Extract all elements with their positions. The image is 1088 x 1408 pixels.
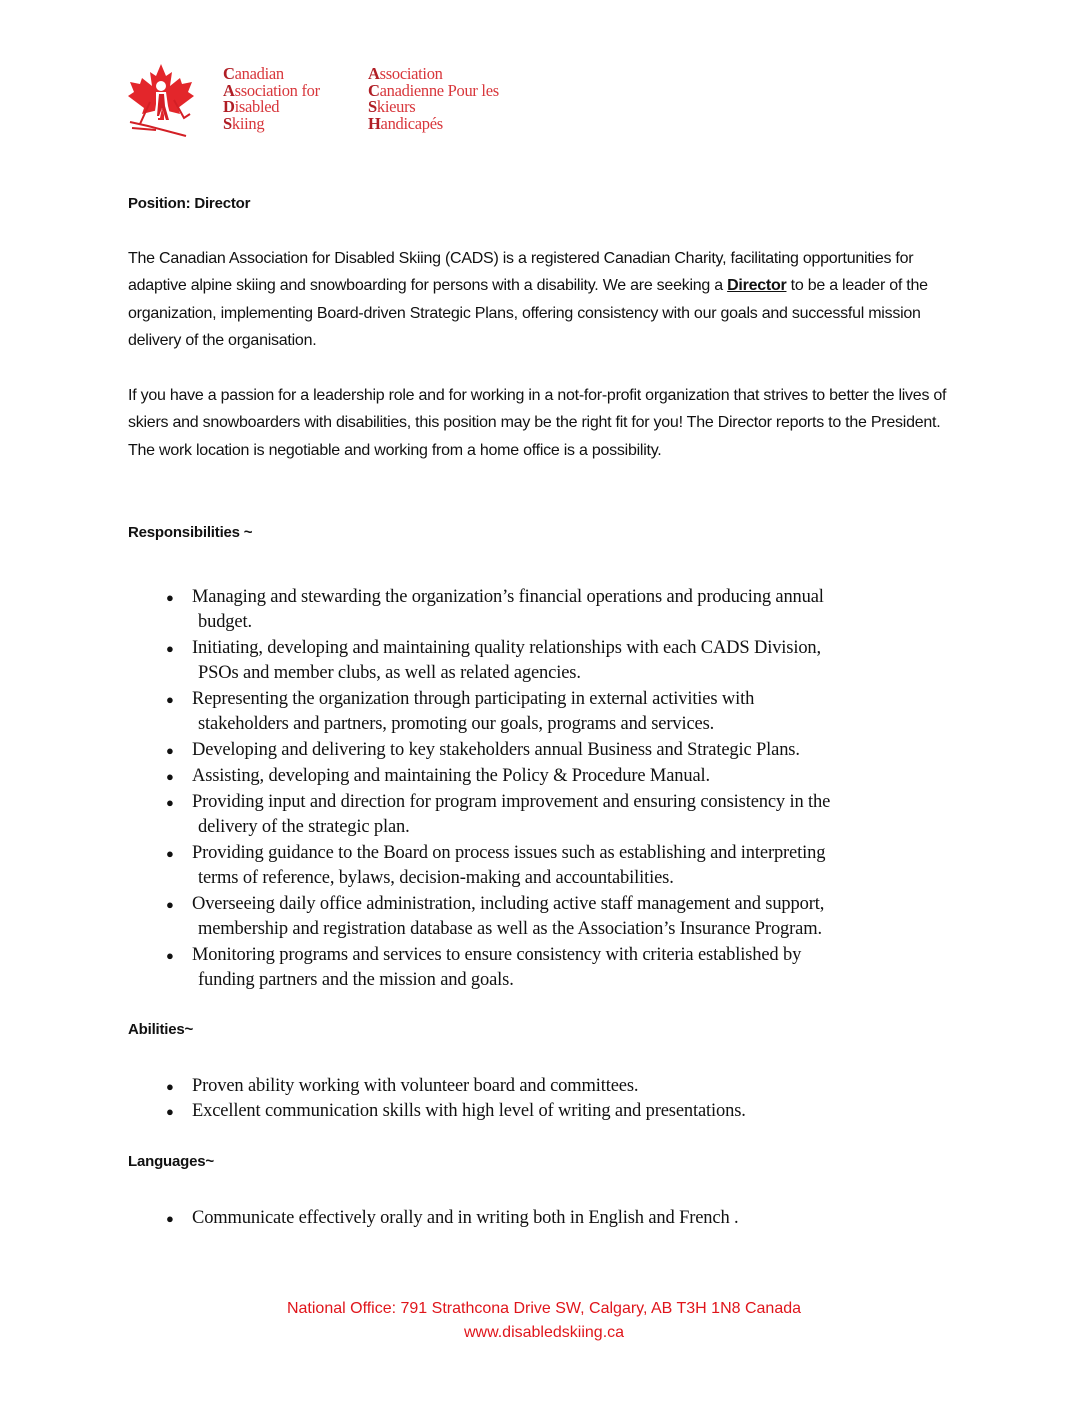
list-item-text: Excellent communication skills with high level of writing and presentations. <box>192 1101 746 1121</box>
list-item-continuation: membership and registration database as well as the Association’s Insurance Program. <box>198 919 822 939</box>
intro-paragraph: The Canadian Association for Disabled Skiing (CADS) is a registered Canadian Charity, facilitating opportunities for adaptive alpine skiing and snowboarding for persons with a disability. We are seeking a Director to be a leader of the organization, implementing Board-driven Strategic Plans, offering consistency with our goals and successful mission delivery of the organisation. <box>128 250 928 350</box>
bullet-icon: ● <box>166 692 174 707</box>
bullet-icon: ● <box>166 846 174 861</box>
position-heading: Position: Director <box>128 195 251 212</box>
bullet-icon: ● <box>166 897 174 912</box>
bullet-icon: ● <box>166 1079 174 1094</box>
list-item <box>163 943 963 993</box>
list-item-continuation: PSOs and member clubs, as well as related agencies. <box>198 663 581 683</box>
passion-paragraph: If you have a passion for a leadership role and for working in a not-for-profit organization that strives to better the lives of skiers and snowboarders with disabilities, this position may be the right fit for you! The Director reports to the President. The work location is negotiable and working from a home office is a possibility. <box>128 387 947 459</box>
org-name-line: Canadian <box>223 64 284 83</box>
list-item-text: Providing guidance to the Board on process issues such as establishing and interpreting <box>192 843 826 863</box>
languages-heading: Languages~ <box>128 1153 214 1170</box>
org-name-line: Skiing <box>223 113 265 133</box>
bullet-icon: ● <box>166 948 174 963</box>
org-name-line: Disabled <box>223 97 280 116</box>
responsibilities-list <box>163 585 963 994</box>
maple-leaf-skier-logo-icon <box>126 62 196 138</box>
footer-website-link[interactable]: www.disabledskiing.ca <box>463 1324 625 1341</box>
list-item-continuation: funding partners and the mission and goals. <box>198 970 514 990</box>
bullet-icon: ● <box>166 743 174 758</box>
bullet-icon: ● <box>166 795 174 810</box>
org-name-line: Canadienne Pour les <box>368 80 499 100</box>
list-item-text: Proven ability working with volunteer board and committees. <box>192 1076 639 1096</box>
bullet-icon: ● <box>166 590 174 605</box>
footer-address: National Office: 791 Strathcona Drive SW, Calgary, AB T3H 1N8 Canada <box>286 1300 802 1317</box>
abilities-heading: Abilities~ <box>128 1021 194 1038</box>
list-item-text: Assisting, developing and maintaining the Policy & Procedure Manual. <box>192 766 710 786</box>
list-item-continuation: delivery of the strategic plan. <box>198 817 410 837</box>
bullet-icon: ● <box>166 1211 174 1226</box>
org-name-line: Association <box>368 64 443 83</box>
list-item <box>163 841 963 891</box>
bullet-icon: ● <box>166 769 174 784</box>
org-name-line: Association for <box>223 80 320 100</box>
director-emphasis: Director <box>727 277 787 295</box>
list-item-text: Communicate effectively orally and in writing both in English and French . <box>192 1208 739 1228</box>
list-item-continuation: terms of reference, bylaws, decision-making and accountabilities. <box>198 868 674 888</box>
list-item-text: Providing input and direction for program improvement and ensuring consistency in the <box>192 792 831 812</box>
bullet-icon: ● <box>166 1104 174 1119</box>
list-item <box>163 1099 963 1124</box>
list-item-continuation: stakeholders and partners, promoting our goals, programs and services. <box>198 714 715 734</box>
responsibilities-heading: Responsibilities ~ <box>128 524 253 541</box>
org-name-french <box>368 66 499 132</box>
list-item <box>163 1206 963 1231</box>
list-item-text: Overseeing daily office administration, including active staff management and support, <box>192 894 825 914</box>
org-name-line: Handicapés <box>368 113 443 133</box>
list-item <box>163 790 963 840</box>
org-name-english <box>223 66 320 132</box>
list-item <box>163 1074 963 1099</box>
list-item-continuation: budget. <box>198 612 252 632</box>
languages-list <box>163 1206 963 1231</box>
list-item <box>163 636 963 686</box>
list-item <box>163 585 963 635</box>
list-item <box>163 892 963 942</box>
abilities-list <box>163 1074 963 1124</box>
list-item <box>163 738 963 763</box>
list-item-text: Representing the organization through participating in external activities with <box>192 689 755 709</box>
list-item-text: Initiating, developing and maintaining quality relationships with each CADS Division, <box>192 638 822 658</box>
bullet-icon: ● <box>166 641 174 656</box>
org-name-line: Skieurs <box>368 97 416 116</box>
list-item-text: Managing and stewarding the organization’s financial operations and producing annual <box>192 587 824 607</box>
list-item-text: Developing and delivering to key stakeholders annual Business and Strategic Plans. <box>192 740 800 760</box>
list-item <box>163 687 963 737</box>
footer <box>0 1297 1088 1345</box>
list-item-text: Monitoring programs and services to ensure consistency with criteria established by <box>192 945 802 965</box>
list-item <box>163 764 963 789</box>
